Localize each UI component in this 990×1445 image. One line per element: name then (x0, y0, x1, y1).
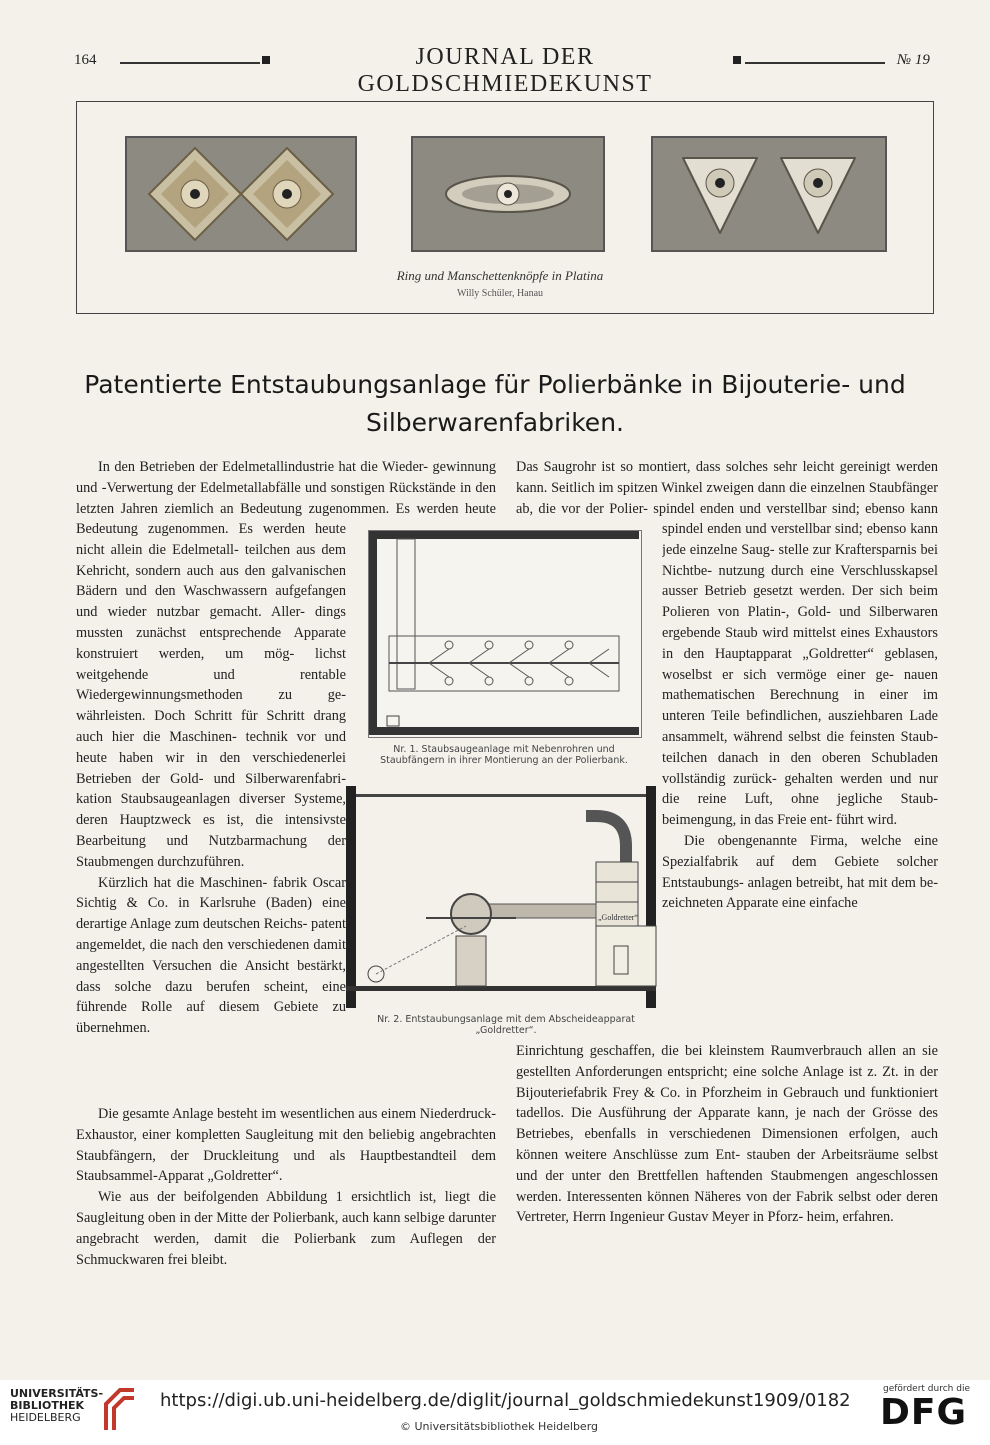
photo-credit: Willy Schüler, Hanau (456, 288, 544, 299)
figure-1-diagram (368, 530, 642, 738)
paragraph-continued: Die obengenannte Firma, welche eine Spezialfabrik auf dem Gebiete solcher Entstaubungs- anlagen betreibt, hat mit dem be- zeichneten Apparate eine einfache (662, 832, 938, 912)
figure-2-caption: Nr. 2. Entstaubungsanlage mit dem Abscheideapparat „Goldretter“. (377, 1014, 635, 1036)
copyright: © Universitätsbibliothek Heidelberg (400, 1420, 599, 1433)
paragraph: Wie aus der beifolgenden Abbildung 1 ersichtlich ist, liegt die Saugleitung oben in der Mitte der Polierbank, auch kann selbige darunter angebracht werden, damit die Polierbank zum Auflegen der Schmuckwaren frei bleibt. (76, 1189, 496, 1268)
left-column-top (76, 457, 496, 517)
figure-2-diagram (346, 786, 666, 1008)
journal-title: JOURNAL DER GOLDSCHMIEDEKUNST (357, 44, 653, 97)
header-rule-left (120, 62, 260, 64)
photo-ring-oval (411, 136, 605, 252)
header-ornament-right (733, 56, 741, 64)
library-logo-icon (102, 1384, 138, 1434)
figure-1-caption: Nr. 1. Staubsaugeanlage mit Nebenrohren und Staubfängern in ihrer Montierung an der Polierbank. (380, 744, 628, 766)
photo-cufflinks-triangle (651, 136, 887, 252)
paragraph-continued: Einrichtung geschaffen, die bei kleinstem Raumverbrauch allen an sie gestellten Anforderungen entspricht; eine solche Anlage ist z. Zt. in der Bijouteriefabrik Frey & Co. in Pforzheim in Gebrauch und funktioniert tadellos. Die Ausführung der Apparate kann, je nach der Grösse des Betriebes, ebenfalls in verschiedenen Dimensionen erfolgen, auch können weitere Anschlüsse zum Ent- stauben der Arbeitsräume selbst und der unter den Brettfellen haftenden Staubmengen angeschlossen werden. Interessenten können Näheres von der Fabrik selbst oder deren Vertreter, Herrn Ingenieur Gustav Meyer in Pforz- heim, erfahren. (516, 1043, 938, 1226)
paragraph: Die gesamte Anlage besteht im wesentlichen aus einem Niederdruck-Exhaustor, einer kompletten Saugleitung mit den beliebig angebrachten Staubfängern, der Druckleitung und als Hauptbestandteil dem Staubsammel-Apparat „Goldretter“. (76, 1106, 496, 1185)
right-column-bottom (516, 1041, 938, 1311)
library-footer (0, 1380, 990, 1445)
paragraph-continued: Bedeutung zugenommen. Es werden heute nicht allein die Edelmetall- teilchen aus dem Kehricht, sondern auch aus den galvanischen Bädern und den Waschwassern aufgefangen und wieder nutzbar gemacht. Aller- dings mussten zunächst entsprechende Apparate konstruiert werden, um mög- lichst weitgehende und rentable Wiedergewinnungsmethoden zu ge- währleisten. Doch Schritt für Schritt drang auch hier die Maschinen- technik vor und heute haben wir in den verschiedenerlei Betrieben der Gold- und Silberwarenfabri- kation Staubsaugeanlagen diverser Systeme, deren Hauptzweck es ist, die intensivste Bearbeitung und Nutzbarmachung der Staubmengen durchzuführen. (76, 521, 346, 870)
dfg-logo: DFG (880, 1392, 968, 1433)
paragraph-continued: spindel enden und verstellbar sind; ebenso kann jede einzelne Saug- stelle zur Kraftersparnis bei Nichtbe- nutzung durch eine Verschlusskapsel ausser Betrieb gesetzt werden. Der sich beim Polieren von Platin-, Gold- und Silberwaren ergebende Staub wird mittelst eines Exhaustors in den Hauptapparat „Goldretter“ geblasen, woselbst er sich vermöge einer ge- nauen mathematischen Berechnung in einer im unteren Teile befindlichen, ausziehbaren Lade ansammelt, während selbst die feinsten Staub- teilchen danach in den oberen Schubladen vollständig zurück- gehalten werden und nur die reine Luft, ohne jegliche Staub- beimengung, in das Freie ent- führt wird. (662, 521, 938, 829)
header-ornament-left (262, 56, 270, 64)
header-rule-right (745, 62, 885, 64)
goldretter-label: „Goldretter“ (598, 913, 638, 922)
paragraph: Kürzlich hat die Maschinen- fabrik Oscar Sichtig & Co. in Karlsruhe (Baden) eine derartige Anlage zum deutschen Reichs- patent angemeldet, die nach den verschiedenen damit angestellten Versuchen die Ansicht bestärkt, dass solche dazu berufen scheint, eine führende Rolle auf diesem Gebiete zu übernehmen. (76, 874, 346, 1037)
right-column-narrow (662, 519, 938, 1039)
photo-caption: Ring und Manschettenknöpfe in Platina (396, 268, 604, 283)
left-column-narrow (76, 519, 346, 1039)
page-number: 164 (74, 52, 97, 68)
paragraph: Das Saugrohr ist so montiert, dass solches sehr leicht gereinigt werden kann. Seitlich im spitzen Winkel zweigen dann die einzelnen Staubfänger ab, die vor der Polier- spindel enden und verstellbar sind; ebenso kann (516, 459, 938, 517)
library-name: UNIVERSITÄTS- BIBLIOTHEK HEIDELBERG (10, 1387, 104, 1424)
funding-note: gefördert durch die (883, 1384, 970, 1394)
permalink[interactable]: https://digi.ub.uni-heidelberg.de/diglit/journal_goldschmiedekunst1909/0182 (160, 1390, 851, 1411)
issue-number: № 19 (897, 52, 930, 68)
photo-ring-diamond (125, 136, 357, 252)
paragraph: In den Betrieben der Edelmetallindustrie hat die Wieder- gewinnung und -Verwertung der Edelmetallabfälle und sonstigen Rückstände in den letzten Jahren ziemlich an Bedeutung zugenommen. Es werden heute (76, 459, 496, 517)
article-title: Patentierte Entstaubungsanlage für Polierbänke in Bijouterie- und Silberwarenfabriken. (84, 370, 906, 437)
right-column-top (516, 457, 938, 519)
left-column-bottom (76, 1104, 496, 1270)
